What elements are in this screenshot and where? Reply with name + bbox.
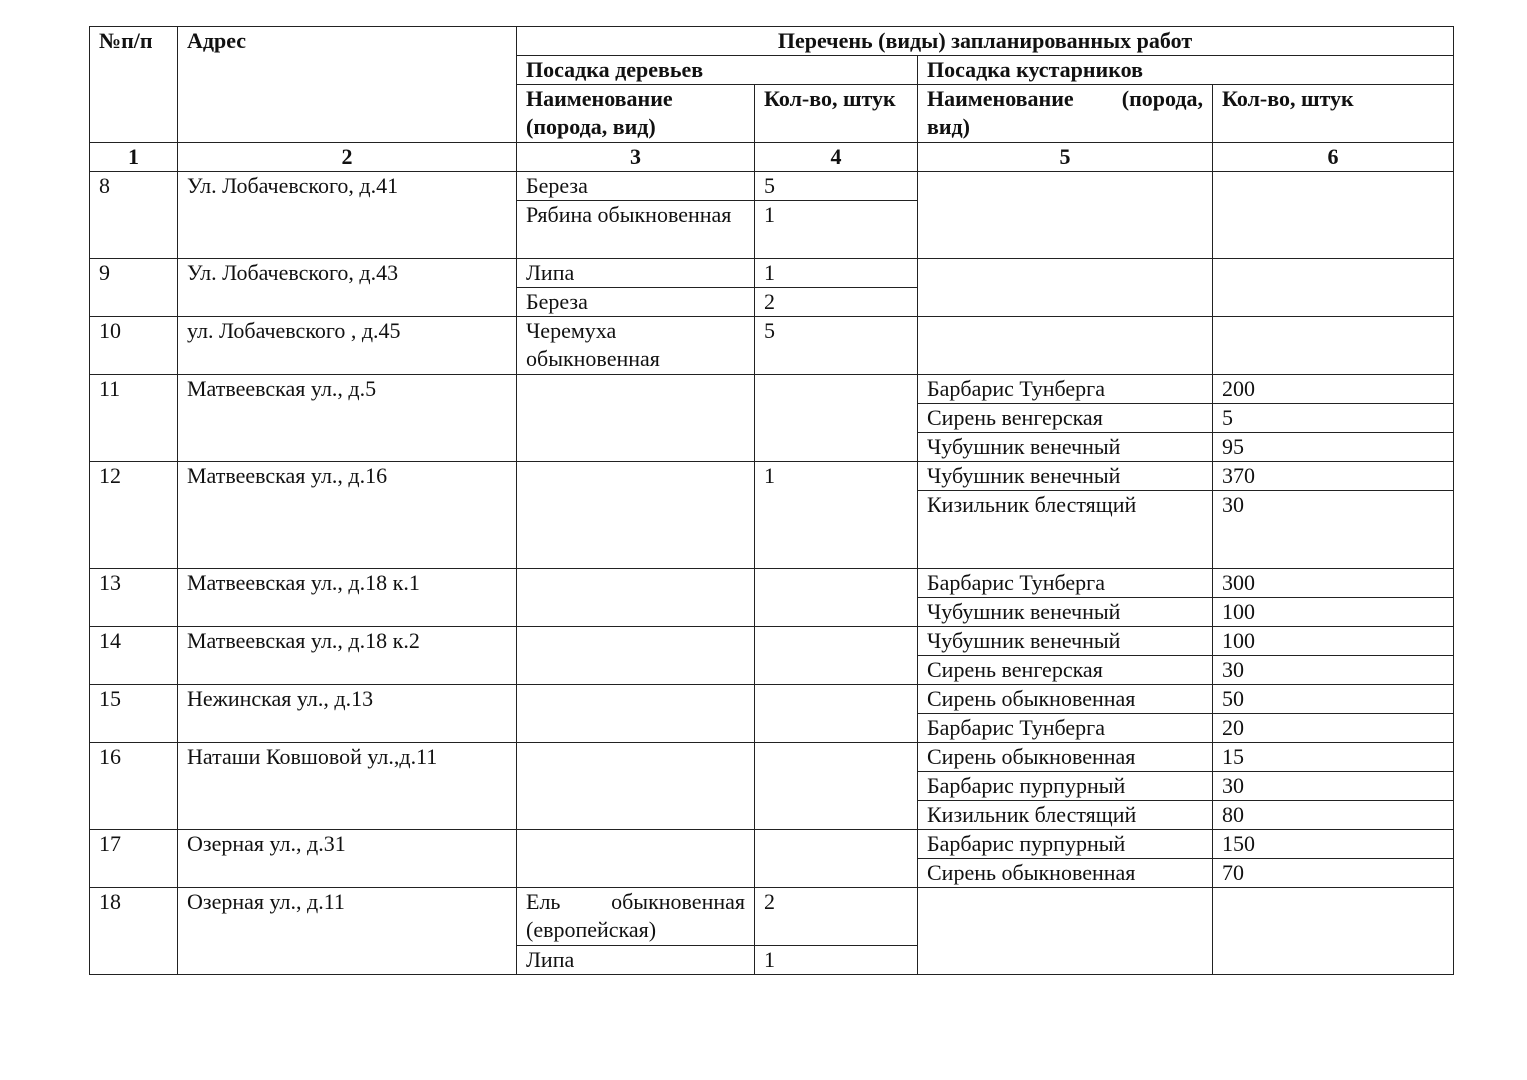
tree-qty-empty	[755, 830, 918, 888]
row-address: Нежинская ул., д.13	[178, 685, 517, 743]
tree-name	[517, 888, 755, 946]
row-number: 9	[90, 259, 178, 317]
shrub-name-empty	[918, 259, 1213, 317]
shrub-qty: 80	[1213, 801, 1454, 830]
table-row	[90, 830, 1454, 859]
shrub-qty: 100	[1213, 627, 1454, 656]
shrub-qty: 15	[1213, 743, 1454, 772]
shrub-qty: 20	[1213, 714, 1454, 743]
col-number-4: 4	[755, 143, 918, 172]
header-num: №п/п	[90, 27, 178, 143]
row-number: 13	[90, 569, 178, 627]
shrub-name-empty	[918, 172, 1213, 259]
header-tree-qty: Кол-во, штук	[755, 85, 918, 143]
table-row	[90, 462, 1454, 491]
shrub-qty-empty	[1213, 172, 1454, 259]
shrub-qty: 5	[1213, 404, 1454, 433]
row-number: 17	[90, 830, 178, 888]
header-tree-name: Наименование (порода, вид)	[517, 85, 755, 143]
shrub-qty: 30	[1213, 491, 1454, 569]
tree-qty: 1	[755, 946, 918, 975]
header-shrub-name-line1: Наименование (порода,	[927, 86, 1203, 111]
tree-name-empty	[517, 830, 755, 888]
row-address: Матвеевская ул., д.16	[178, 462, 517, 569]
row-number: 16	[90, 743, 178, 830]
table-row	[90, 569, 1454, 598]
row-address: Ул. Лобачевского, д.43	[178, 259, 517, 317]
shrub-qty-empty	[1213, 259, 1454, 317]
header-works-title: Перечень (виды) запланированных работ	[517, 27, 1454, 56]
shrub-name: Сирень венгерская	[918, 656, 1213, 685]
header-address: Адрес	[178, 27, 517, 143]
row-address: Наташи Ковшовой ул.,д.11	[178, 743, 517, 830]
tree-name: Рябина обыкновенная	[517, 201, 755, 259]
shrub-qty: 150	[1213, 830, 1454, 859]
row-address: Озерная ул., д.31	[178, 830, 517, 888]
row-address: Матвеевская ул., д.18 к.1	[178, 569, 517, 627]
tree-qty: 1	[755, 201, 918, 259]
tree-qty-empty	[755, 569, 918, 627]
column-number-row	[90, 143, 1454, 172]
tree-qty-empty	[755, 627, 918, 685]
col-number-2: 2	[178, 143, 517, 172]
shrub-name: Сирень обыкновенная	[918, 859, 1213, 888]
row-number: 10	[90, 317, 178, 375]
tree-qty: 1	[755, 462, 918, 569]
shrub-qty-empty	[1213, 888, 1454, 975]
row-address: Озерная ул., д.11	[178, 888, 517, 975]
col-number-3: 3	[517, 143, 755, 172]
col-number-5: 5	[918, 143, 1213, 172]
table-row	[90, 259, 1454, 288]
header-shrub-name-line2: вид)	[927, 114, 971, 139]
header-row-1	[90, 27, 1454, 56]
tree-qty: 2	[755, 888, 918, 946]
shrub-qty: 70	[1213, 859, 1454, 888]
header-shrub-name	[918, 85, 1213, 143]
table-row	[90, 375, 1454, 404]
row-address: Матвеевская ул., д.18 к.2	[178, 627, 517, 685]
tree-name-line2: (европейская)	[526, 917, 657, 942]
table-row	[90, 888, 1454, 946]
row-number: 15	[90, 685, 178, 743]
tree-qty: 1	[755, 259, 918, 288]
shrub-qty: 95	[1213, 433, 1454, 462]
table-row	[90, 627, 1454, 656]
table-row	[90, 685, 1454, 714]
row-number: 18	[90, 888, 178, 975]
tree-qty-empty	[755, 375, 918, 462]
header-shrubs: Посадка кустарников	[918, 56, 1454, 85]
tree-name: Береза	[517, 172, 755, 201]
col-number-1: 1	[90, 143, 178, 172]
planting-works-table	[89, 26, 1454, 975]
shrub-qty: 300	[1213, 569, 1454, 598]
shrub-name-empty	[918, 317, 1213, 375]
shrub-qty-empty	[1213, 317, 1454, 375]
col-number-6: 6	[1213, 143, 1454, 172]
tree-qty: 2	[755, 288, 918, 317]
tree-name-empty	[517, 627, 755, 685]
shrub-name: Барбарис Тунберга	[918, 714, 1213, 743]
tree-name: Липа	[517, 259, 755, 288]
tree-name-empty	[517, 462, 755, 569]
row-number: 12	[90, 462, 178, 569]
shrub-name: Чубушник венечный	[918, 433, 1213, 462]
shrub-name: Чубушник венечный	[918, 627, 1213, 656]
tree-qty: 5	[755, 172, 918, 201]
shrub-name: Барбарис Тунберга	[918, 569, 1213, 598]
shrub-name: Барбарис Тунберга	[918, 375, 1213, 404]
row-number: 14	[90, 627, 178, 685]
table-row	[90, 172, 1454, 201]
row-address: Матвеевская ул., д.5	[178, 375, 517, 462]
tree-name-line1: Ель обыкновенная	[526, 889, 745, 914]
shrub-qty: 50	[1213, 685, 1454, 714]
shrub-name: Кизильник блестящий	[918, 491, 1213, 569]
header-shrub-qty: Кол-во, штук	[1213, 85, 1454, 143]
row-number: 11	[90, 375, 178, 462]
shrub-name: Чубушник венечный	[918, 598, 1213, 627]
shrub-name: Сирень обыкновенная	[918, 743, 1213, 772]
shrub-name: Сирень обыкновенная	[918, 685, 1213, 714]
row-address: Ул. Лобачевского, д.41	[178, 172, 517, 259]
tree-name: Береза	[517, 288, 755, 317]
table-row	[90, 317, 1454, 375]
shrub-qty: 100	[1213, 598, 1454, 627]
shrub-qty: 30	[1213, 772, 1454, 801]
shrub-name: Барбарис пурпурный	[918, 830, 1213, 859]
tree-name-empty	[517, 685, 755, 743]
header-trees: Посадка деревьев	[517, 56, 918, 85]
shrub-qty: 370	[1213, 462, 1454, 491]
shrub-name: Барбарис пурпурный	[918, 772, 1213, 801]
shrub-name: Сирень венгерская	[918, 404, 1213, 433]
tree-name-empty	[517, 375, 755, 462]
tree-name-empty	[517, 743, 755, 830]
tree-qty: 5	[755, 317, 918, 375]
table-row	[90, 743, 1454, 772]
tree-qty-empty	[755, 743, 918, 830]
shrub-name-empty	[918, 888, 1213, 975]
tree-qty-empty	[755, 685, 918, 743]
shrub-name: Кизильник блестящий	[918, 801, 1213, 830]
tree-name: Липа	[517, 946, 755, 975]
shrub-qty: 30	[1213, 656, 1454, 685]
row-address: ул. Лобачевского , д.45	[178, 317, 517, 375]
shrub-qty: 200	[1213, 375, 1454, 404]
tree-name: Черемуха обыкновенная	[517, 317, 755, 375]
shrub-name: Чубушник венечный	[918, 462, 1213, 491]
row-number: 8	[90, 172, 178, 259]
tree-name-empty	[517, 569, 755, 627]
